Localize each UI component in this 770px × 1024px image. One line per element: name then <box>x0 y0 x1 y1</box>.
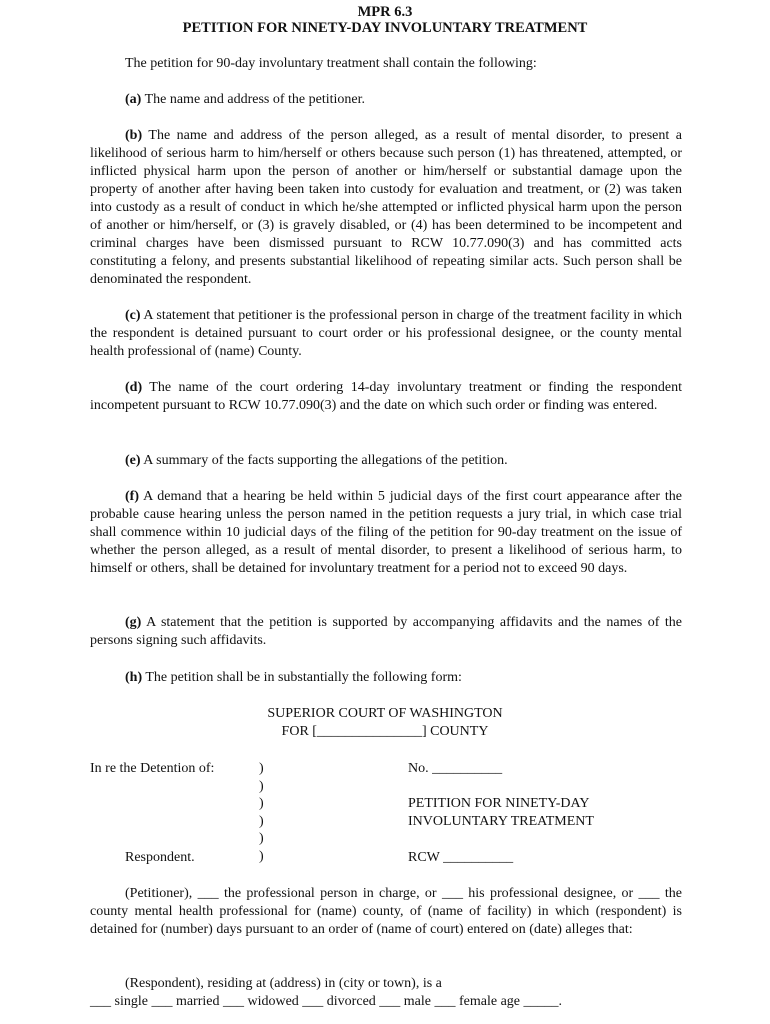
item-g-text: A statement that the petition is supported by accompanying affidavits and the names of the persons signing such affidavits. <box>90 615 682 648</box>
case-number: No. __________ <box>408 761 503 776</box>
respondent-label: Respondent. <box>125 850 195 865</box>
petition-title-line2: INVOLUNTARY TREATMENT <box>408 814 594 829</box>
item-a-text: The name and address of the petitioner. <box>144 92 366 107</box>
court-county: FOR [_______________] COUNTY <box>281 724 489 739</box>
item-f-text: A demand that a hearing be held within 5 judicial days of the first court appearance after the probable cause hearing unless the person named in the petition requests a jury trial, in which case trial shall commence within 10 judicial days of the filing of the petition for 90-day treatment on the issue of whether the person alleged, as a result of mental disorder, to present a likelihood of serious harm, to himself or others, shall be detained for involuntary treatment for a period not to exceed 90 days. <box>90 489 682 576</box>
item-d-label: (d) <box>125 380 143 395</box>
detention-label: In re the Detention of: <box>90 761 215 776</box>
item-f-label: (f) <box>125 489 139 504</box>
item-c <box>90 307 682 361</box>
item-e-text: A summary of the facts supporting the allegations of the petition. <box>143 453 508 468</box>
item-e <box>90 452 682 470</box>
item-h-label: (h) <box>125 670 143 685</box>
item-g <box>90 614 682 650</box>
item-e-label: (e) <box>125 453 141 468</box>
rcw-line: RCW __________ <box>408 850 514 865</box>
item-a <box>90 91 682 109</box>
petition-title-line1: PETITION FOR NINETY-DAY <box>408 796 590 811</box>
document-title: PETITION FOR NINETY-DAY INVOLUNTARY TREATMENT <box>182 20 588 36</box>
item-d-text: The name of the court ordering 14-day involuntary treatment or finding the respondent incompetent pursuant to RCW 10.77.090(3) and the date on which such order or finding was entered. <box>90 380 683 413</box>
respondent-residence: (Respondent), residing at (address) in (city or town), is a <box>125 976 442 991</box>
item-h <box>90 669 682 687</box>
rule-number: MPR 6.3 <box>357 4 413 20</box>
item-b <box>90 127 682 289</box>
court-name: SUPERIOR COURT OF WASHINGTON <box>267 706 503 721</box>
item-b-text: The name and address of the person alleged, as a result of mental disorder, to present a likelihood of serious harm to him/herself or others because such person (1) has threatened, attempted, or inflicted physical harm upon the person of another or him/herself or substantial damage upon the property of another after having been taken into custody for evaluation and treatment, or (2) was taken into custody as a result of conduct in which he/she attempted or inflicted physical harm upon the person of another or him/herself, or (3) is gravely disabled, or (4) has been determined to be incompetent and criminal charges have been dismissed pursuant to RCW 10.77.090(3) and has committed acts constituting a felony, and presents substantial likelihood of repeating similar acts. Such person shall be denominated the respondent. <box>90 128 682 287</box>
item-g-label: (g) <box>125 615 142 630</box>
item-f <box>90 488 682 578</box>
caption-parentheses: ) ) ) ) ) ) <box>259 761 264 864</box>
item-d <box>90 379 682 415</box>
item-b-label: (b) <box>125 128 143 143</box>
item-a-label: (a) <box>125 92 142 107</box>
item-c-text: A statement that petitioner is the professional person in charge of the treatment facility in which the respondent is detained pursuant to court order or his professional designee, or the county mental health professional of (name) County. <box>90 308 682 359</box>
intro-paragraph: The petition for 90-day involuntary treatment shall contain the following: <box>125 56 537 71</box>
respondent-status: ___ single ___ married ___ widowed ___ divorced ___ male ___ female age _____. <box>90 994 562 1009</box>
item-h-text: The petition shall be in substantially the following form: <box>145 670 462 685</box>
petition-body: (Petitioner), ___ the professional person in charge, or ___ his professional designee, or ___ the county mental health professional for (name) county, of (name of facility) in which (respondent) is detained for (number) days pursuant to an order of (name of court) entered on (date) alleges that: <box>90 886 682 937</box>
item-c-label: (c) <box>125 308 141 323</box>
